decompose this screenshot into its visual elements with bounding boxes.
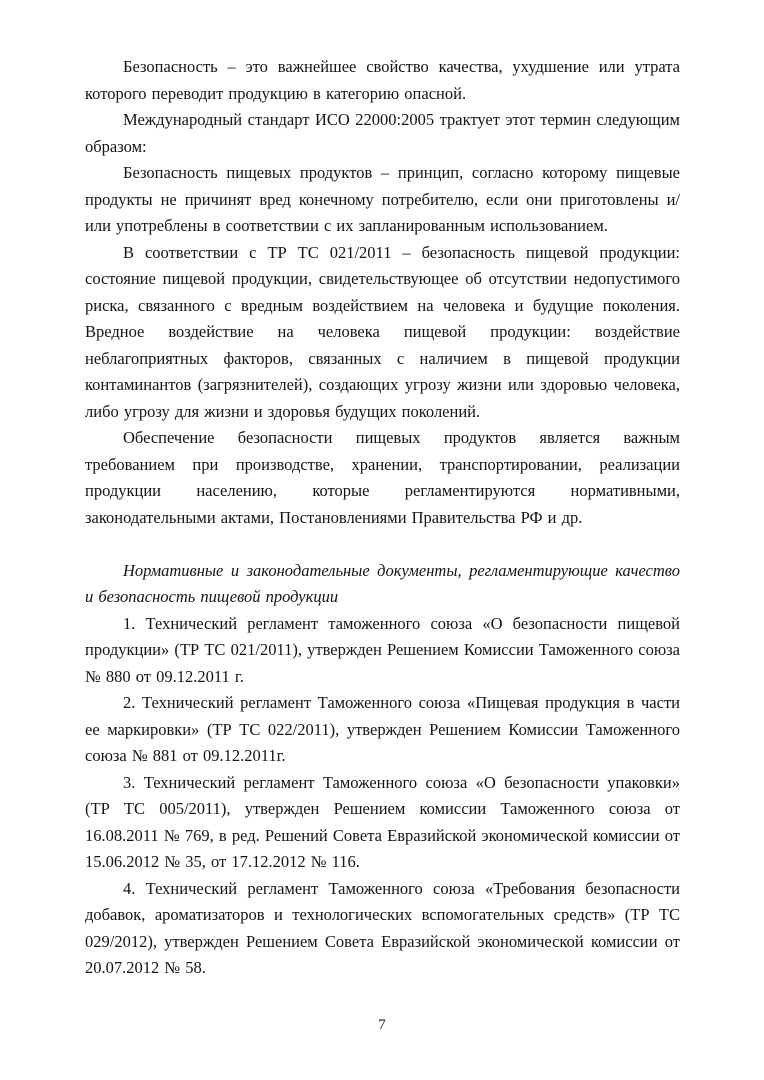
regulation-item-2: 2. Технический регламент Таможенного союза «Пищевая продукция в части ее маркировки» (ТР ТС 022/2011), утвержден Решением Комиссии Таможенного союза № 881 от 09.12.2011г.: [85, 693, 680, 765]
page-number: 7: [378, 1016, 386, 1033]
regulation-item-4: 4. Технический регламент Таможенного союза «Требования безопасности добавок, ароматизаторов и технологических вспомогательных средств» (ТР ТС 029/2012), утвержден Решением Совета Евразийской экономической комиссии от 20.07.2012 № 58.: [85, 878, 680, 977]
page-content: [85, 54, 680, 982]
paragraph-safety-provision: Обеспечение безопасности пищевых продуктов является важным требованием при производстве, хранении, транспортировании, реализации продукции населению, которые регламентируются нормативными, законодательными актами, Постановлениями Правительства РФ и др.: [85, 428, 680, 527]
paragraph-iso-standard: Международный стандарт ИСО 22000:2005 трактует этот термин следующим образом:: [85, 110, 680, 156]
regulation-item-3: 3. Технический регламент Таможенного союза «О безопасности упаковки» (ТР ТС 005/2011), утвержден Решением комиссии Таможенного союза от 16.08.2011 № 769, в ред. Решений Совета Евразийской экономической комиссии от 15.06.2012 № 35, от 17.12.2012 № 116.: [85, 772, 680, 871]
section-heading: Нормативные и законодательные документы, регламентирующие качество и безопасность пищевой продукции: [85, 560, 680, 606]
paragraph-food-safety-principle: Безопасность пищевых продуктов – принцип, согласно которому пищевые продукты не причинят вред конечному потребителю, если они приготовлены и/ или употреблены в соответствии с их запланированным использованием.: [85, 163, 680, 235]
paragraph-tr-ts-definition: В соответствии с ТР ТС 021/2011 – безопасность пищевой продукции: состояние пищевой продукции, свидетельствующее об отсутствии недопустимого риска, связанного с вредным воздействием на человека и будущие поколения. Вредное воздействие на человека пищевой продукции: воздействие неблагоприятных факторов, связанных с наличием в пищевой продукции контаминантов (загрязнителей), создающих угрозу жизни или здоровью человека, либо угрозу для жизни и здоровья будущих поколений.: [85, 242, 680, 421]
regulation-item-1: 1. Технический регламент таможенного союза «О безопасности пищевой продукции» (ТР ТС 021/2011), утвержден Решением Комиссии Таможенного союза № 880 от 09.12.2011 г.: [85, 613, 680, 686]
paragraph-safety-definition: Безопасность – это важнейшее свойство качества, ухудшение или утрата которого переводит продукцию в категорию опасной.: [85, 57, 680, 103]
